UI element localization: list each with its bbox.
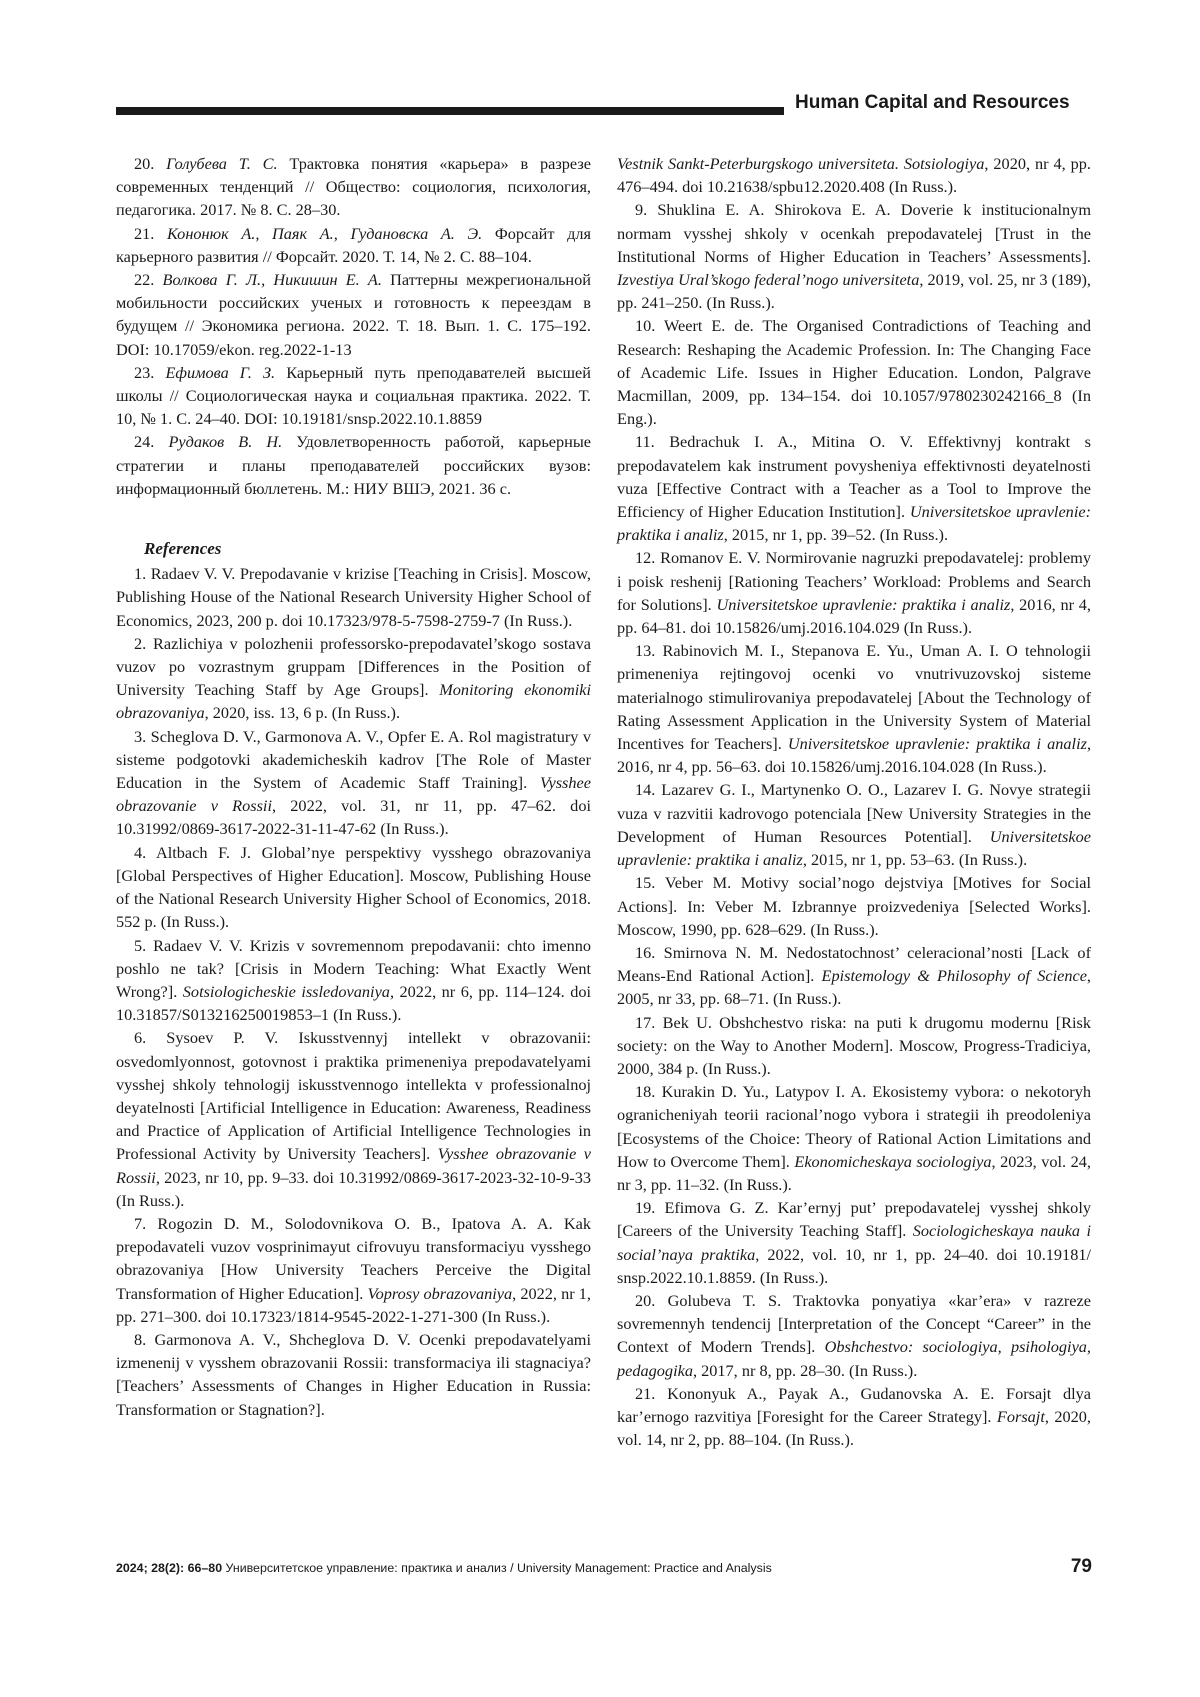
header-rule (116, 107, 784, 115)
reference-journal: Obshchestvo: sociologiya, psihologiya, pedagogika (617, 1337, 1092, 1380)
reference-journal: Voprosy obrazovaniya (367, 1283, 513, 1303)
reference-number: 21. (134, 223, 155, 243)
reference-text: Паттерны межрегиональной мобильности российских ученых и готовность к переездам в будущем // Экономика региона. 2022. Т. 18. Вып. 1. С. 175–192. DOI: 10.17059/ekon. reg.2022-1-13 (116, 270, 591, 359)
reference-text: 3. Scheglova D. V., Garmonova A. V., Opfer E. A. Rol magistratury v sisteme podgotovki akademicheskih kadrov [The Role of Master Education in the System of Academic Staff Training]. (116, 726, 591, 793)
reference-journal: Monitoring ekonomiki obrazovaniya (116, 680, 591, 723)
reference-text: 5. Radaev V. V. Krizis v sovremennom prepodavanii: chto imenno poshlo ne tak? [Crisis in Modern Teaching: What Exactly Went Wrong?]. (116, 935, 591, 1001)
reference-text: 1. Radaev V. V. Prepodavanie v krizise [Teaching in Crisis]. Moscow, Publishing House of the National Research University Higher School of Economics, 2023, 200 p. doi 10.17323/978-5-7598-2759-7 (In Russ.). (116, 564, 591, 630)
reference-text: 17. Bek U. Obshchestvo riska: na puti k drugomu modernu [Risk society: on the Way to Another Modern]. Moscow, Progress-Tradiciya, 2000, 384 p. (In Russ.). (617, 1012, 1091, 1078)
reference-text: 9. Shuklina E. A. Shirokova E. A. Doverie k institucionalnym normam vysshej shkoly v ocenkah prepodavatelej [Trust in the Institutional Norms of Higher Education in Teachers’ Assessments]. (617, 200, 1091, 266)
reference-text: , 2016, nr 4, pp. 64–81. doi 10.15826/umj.2016.104.029 (In Russ.). (617, 594, 1091, 638)
reference-text: 14. Lazarev G. I., Martynenko O. O., Lazarev I. G. Novye strategii vuza v razvitii kadrovogo potenciala [New University Strategies in the Development of Human Resources Potential]. (617, 780, 1091, 846)
reference-text: 6. Sysoev P. V. Iskusstvennyj intellekt v obrazovanii: osvedomlyonnost, gotovnost i praktika primeneniya prepodavatelyami vysshej shkoly tehnologij iskusstvennogo intellekta v professionalnoj deyatelnosti [Artificial Intelligence in Education: Awareness, Readiness and Practice of Application of Artificial Intelligence Technologies in Professional Activity by University Teachers]. (116, 1028, 591, 1164)
reference-text: , 2022, nr 1, pp. 271–300. doi 10.17323/1814-9545-2022-1-271-300 (In Russ.). (116, 1283, 591, 1326)
reference-item (116, 222, 591, 268)
english-reference-list-left (116, 562, 591, 1421)
reference-item (116, 562, 591, 632)
reference-journal: Universitetskoe upravlenie: praktika i analiz (617, 502, 1091, 545)
reference-item (617, 778, 1091, 871)
reference-text: , 2019, vol. 25, nr 3 (189), pp. 241–250. (In Russ.). (617, 270, 1091, 313)
reference-journal: Sotsiologicheskie issledovaniya (182, 981, 390, 1001)
right-column (617, 152, 1091, 1451)
reference-text: 7. Rogozin D. M., Solodovnikova O. B., Ipatova A. A. Kak prepodavateli vuzov vosprinimayut cifrovuyu transformaciyu vysshego obrazovaniya [How University Teachers Perceive the Digital Transformation of Higher Education]. (116, 1213, 591, 1303)
reference-journal: Universitetskoe upravlenie: praktika i analiz (716, 594, 1011, 614)
reference-text: , 2015, nr 1, pp. 39–52. (In Russ.). (723, 525, 949, 545)
reference-item (617, 198, 1091, 314)
reference-item (116, 1328, 591, 1421)
journal-name: Университетское управление: практика и анализ / University Management: Practice and Analysis (222, 1561, 772, 1575)
reference-journal: Vysshee obrazovanie v Rossii (116, 1144, 591, 1187)
reference-text: 21. Kononyuk A., Payak A., Gudanovska A. E. Forsajt dlya kar’ernogo razvitiya [Foresight for the Career Strategy]. (617, 1383, 1091, 1426)
reference-journal: Ekonomicheskaya sociologiya (794, 1151, 992, 1171)
reference-text: , 2023, vol. 24, nr 3, pp. 11–32. (In Russ.). (617, 1151, 1091, 1194)
reference-text: , 2023, nr 10, pp. 9–33. doi 10.31992/0869-3617-2023-32-10-9-33 (In Russ.). (116, 1167, 591, 1210)
reference-text: , 2020, iss. 13, 6 p. (In Russ.). (204, 703, 401, 723)
reference-text: Трактовка понятия «карьера» в разрезе современных тенденций // Общество: социология, психология, педагогика. 2017. № 8. С. 28–30. (116, 154, 591, 220)
reference-text: 12. Romanov E. V. Normirovanie nagruzki prepodavatelej: problemy i poisk reshenij [Rationing Teachers’ Workload: Problems and Search for Solutions]. (617, 548, 1091, 614)
english-reference-list-right (617, 198, 1091, 1451)
russian-reference-list (116, 152, 591, 500)
reference-text: 11. Bedrachuk I. A., Mitina O. V. Effektivnyj kontrakt s prepodavatelem kak instrument povysheniya effektivnosti deyatelnosti vuza [Effective Contract with a Teacher as a Tool to Improve the Efficiency of Higher Education Institution]. (617, 432, 1091, 522)
reference-journal: Forsajt (996, 1406, 1045, 1426)
reference-item (617, 1011, 1091, 1081)
reference-text: Удовлетворенность работой, карьерные стратегии и планы преподавателей российских вузов: информационный бюллетень. М.: НИУ ВШЭ, 2021. 36 с. (116, 432, 591, 498)
reference-authors: Волкова Г. Л., Никишин Е. А. (162, 270, 382, 290)
reference-item (617, 1196, 1091, 1289)
reference-item (116, 361, 591, 431)
reference-item (116, 430, 591, 500)
reference-text: , 2016, nr 4, pp. 56–63. doi 10.15826/umj.2016.104.028 (In Russ.). (617, 734, 1092, 777)
reference-text: Форсайт для карьерного развития // Форсайт. 2020. Т. 14, № 2. С. 88–104. (116, 223, 591, 266)
reference-journal: Epistemology & Philosophy of Science (821, 966, 1087, 986)
reference-text: , 2022, vol. 31, nr 11, pp. 47–62. doi 10.31992/0869-3617-2022-31-11-47-62 (In Russ.). (116, 796, 591, 839)
reference-item (116, 1026, 591, 1212)
section-title: Human Capital and Resources (795, 92, 1070, 113)
reference-item (617, 1289, 1091, 1382)
reference-journal: Izvestiya Ural’skogo federal’nogo universiteta (617, 270, 920, 290)
reference-item (116, 1212, 591, 1328)
issue-info: 2024; 28(2): 66–80 (116, 1561, 223, 1575)
reference-item (116, 152, 591, 222)
references-heading: References (144, 539, 222, 559)
reference-text: , 2022, vol. 10, nr 1, pp. 24–40. doi 10.19181/ snsp.2022.10.1.8859. (In Russ.). (617, 1244, 1091, 1287)
reference-item (617, 546, 1091, 639)
reference-text: 8. Garmonova A. V., Shcheglova D. V. Ocenki prepodavatelyami izmenenij v vysshem obrazovanii Rossii: transformaciya ili stagnaciya? [Teachers’ Assessments of Changes in Higher Education in Russia: Transformation or Stagnation?]. (116, 1329, 591, 1419)
reference-authors: Кононюк А., Паяк А., Гудановска А. Э. (166, 223, 483, 243)
reference-text: 15. Veber M. Motivy social’nogo dejstviya [Motives for Social Actions]. In: Veber M. Izbrannye proizvedeniya [Selected Works]. Moscow, 1990, pp. 628–629. (In Russ.). (617, 873, 1091, 939)
page-number: 79 (1070, 1556, 1092, 1577)
reference-text: , 2020, vol. 14, nr 2, pp. 88–104. (In Russ.). (617, 1406, 1091, 1450)
reference-number: 22. (134, 270, 155, 290)
reference-item (116, 934, 591, 1027)
reference-number: 24. (134, 432, 155, 452)
reference-text: , 2017, nr 8, pp. 28–30. (In Russ.). (692, 1360, 918, 1380)
reference-text: 16. Smirnova N. M. Nedostatochnost’ celeracional’nosti [Lack of Means-End Rational Action]. (617, 942, 1091, 986)
reference-text: 10. Weert E. de. The Organised Contradictions of Teaching and Research: Reshaping the Academic Profession. In: The Changing Face of Academic Life. Issues in Higher Education. London, Palgrave Macmillan, 2009, pp. 134–154. doi 10.1057/9780230242166_8 (In Eng.). (617, 316, 1091, 429)
reference-item (116, 725, 591, 841)
reference-item (617, 1080, 1091, 1196)
reference-item (617, 1382, 1091, 1452)
reference-item (617, 871, 1091, 941)
reference-authors: Голубева Т. С. (166, 154, 278, 173)
reference-authors: Рудаков В. Н. (168, 432, 283, 452)
reference-journal: Sociologicheskaya nauka i social’naya praktika (617, 1221, 1091, 1264)
reference-authors: Ефимова Г. З. (165, 362, 276, 382)
reference-text: 13. Rabinovich M. I., Stepanova E. Yu., Uman A. I. O tehnologii primeneniya rejtingovoj ocenki vo vnutrivuzovskoj sisteme materialnogo stimulirovaniya prepodavatelej [About the Technology of Rating Assessment Application in the University System of Material Incentives for Teachers]. (617, 641, 1091, 754)
reference-item (116, 268, 591, 361)
reference-item (617, 314, 1091, 430)
reference-continuation: Vestnik Sankt-Peterburgskogo universiteta. Sotsiologiya, 2020, nr 4, pp. 476–494. doi 10.21638/spbu12.2020.408 (In Russ.). (617, 154, 1091, 197)
reference-text: , 2015, nr 1, pp. 53–63. (In Russ.). (802, 850, 1028, 870)
reference-text: , 2022, nr 6, pp. 114–124. doi 10.31857/S013216250019853–1 (In Russ.). (116, 981, 592, 1025)
reference-item (617, 639, 1091, 778)
reference-journal: Universitetskoe upravlenie: praktika i analiz (617, 826, 1091, 870)
reference-text: 4. Altbach F. J. Global’nye perspektivy vysshego obrazovaniya [Global Perspectives of Higher Education]. Moscow, Publishing House of the National Research University Higher School of Economics, 2018. 552 p. (In Russ.). (116, 842, 591, 932)
reference-journal: Universitetskoe upravlenie: praktika i analiz (787, 734, 1087, 754)
reference-number: 23. (134, 362, 155, 382)
reference-text: 2. Razlichiya v polozhenii professorsko-prepodavatel’skogo sostava vuzov po vozrastnym gruppam [Differences in the Position of University Teaching Staff by Age Groups]. (116, 633, 591, 700)
reference-item (617, 430, 1091, 546)
reference-number: 20. (134, 154, 155, 173)
reference-text: 18. Kurakin D. Yu., Latypov I. A. Ekosistemy vybora: o nekotoryh ogranicheniyah teorii racional’nogo vybora i strategii ih preodoleniya [Ecosystems of the Choice: Theory of Rational Action Limitations and How to Overcome Them]. (617, 1082, 1091, 1171)
reference-text: 19. Efimova G. Z. Kar’ernyj put’ prepodavatelej vysshej shkoly [Careers of the University Teaching Staff]. (617, 1198, 1091, 1241)
reference-text: Карьерный путь преподавателей высшей школы // Социологическая наука и социальная практика. 2022. Т. 10, № 1. С. 24–40. DOI: 10.19181/snsp.2022.10.1.8859 (116, 362, 591, 429)
page-footer (116, 1561, 1091, 1575)
left-column (116, 152, 591, 1421)
reference-item (116, 841, 591, 934)
reference-item (116, 632, 591, 725)
reference-text: 20. Golubeva T. S. Traktovka ponyatiya «kar’era» v razreze sovremennyh tendencij [Interpretation of the Concept “Career” in the Context of Modern Trends]. (617, 1290, 1091, 1357)
reference-text: , 2005, nr 33, pp. 68–71. (In Russ.). (617, 966, 1091, 1009)
reference-journal: Vysshee obrazovanie v Rossii (116, 773, 591, 816)
reference-item (617, 941, 1091, 1011)
